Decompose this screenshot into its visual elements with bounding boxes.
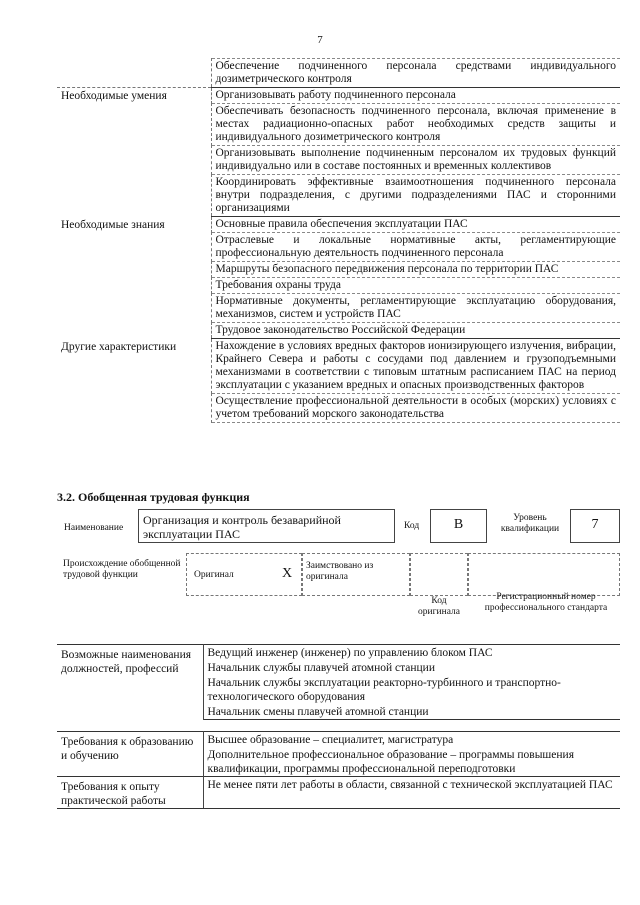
borrowed-label: Заимствовано из оригинала	[306, 561, 374, 582]
table-row	[57, 88, 620, 104]
table-row	[57, 59, 620, 88]
table-row	[57, 217, 620, 233]
list-item: Нахождение в условиях вредных факторов ионизирующего излучения, вибрации, Крайнего Севера и работы с сосудами под давлением и грузоподъемными механизмами в соответствии с типовым штатным расписанием ПАС на период эксплуатации с указанием вредных и опасных производственных факторов	[211, 339, 620, 394]
table-row	[57, 777, 620, 809]
row-label	[57, 59, 211, 88]
level-label: Уровень квалификации	[500, 513, 560, 534]
code-original-label: Код оригинала	[418, 596, 460, 617]
list-item: Осуществление профессиональной деятельности в особых (морских) условиях с учетом требований морского законодательства	[211, 394, 620, 423]
list-item: Координировать эффективные взаимоотношения подчиненного персонала внутри подразделения, с другими подразделениями ПАС и сторонними организациями	[211, 175, 620, 217]
table-row	[57, 732, 620, 748]
list-item: Требования охраны труда	[211, 278, 620, 294]
page-number: 7	[317, 34, 323, 46]
list-item: Начальник службы плавучей атомной станции	[207, 662, 435, 674]
list-item: Не менее пяти лет работы в области, связанной с технической эксплуатацией ПАС	[203, 777, 620, 809]
reg-number-cell	[468, 553, 620, 596]
list-item: Организовывать работу подчиненного персонала	[211, 88, 620, 104]
original-mark: X	[282, 566, 293, 581]
name-label: Наименование	[64, 523, 124, 533]
code-value: B	[453, 517, 464, 532]
list-item: Основные правила обеспечения эксплуатации ПАС	[211, 217, 620, 233]
experience-label: Требования к опыту практической работы	[57, 777, 203, 809]
list-item: Маршруты безопасного передвижения персонала по территории ПАС	[211, 262, 620, 278]
list-item: Обеспечение подчиненного персонала средствами индивидуального дозиметрического контроля	[211, 59, 620, 88]
code-original-cell	[410, 553, 468, 596]
origin-label: Происхождение обобщенной трудовой функции	[63, 559, 181, 580]
code-label: Код	[404, 521, 420, 531]
list-item: Отраслевые и локальные нормативные акты, регламентирующие профессиональную деятельность подчиненного персонала	[211, 233, 620, 262]
row-label-knowledge: Необходимые знания	[57, 217, 211, 339]
list-item: Ведущий инженер (инженер) по управлению блоком ПАС	[203, 645, 620, 661]
characteristics-table	[57, 58, 620, 423]
table-row	[57, 645, 620, 661]
reg-number-label: Регистрационный номер профессионального стандарта	[484, 592, 608, 613]
list-item: Начальник смены плавучей атомной станции	[203, 704, 620, 720]
list-item: Трудовое законодательство Российской Федерации	[211, 323, 620, 339]
list-item: Нормативные документы, регламентирующие эксплуатацию оборудования, механизмов, систем и устройств ПАС	[211, 294, 620, 323]
education-label: Требования к образованию и обучению	[57, 732, 203, 777]
row-label-other: Другие характеристики	[57, 339, 211, 423]
table-row	[57, 339, 620, 394]
requirements-table	[57, 731, 620, 809]
name-value: Организация и контроль безаварийной эксплуатации ПАС	[143, 513, 341, 541]
level-value: 7	[591, 517, 599, 532]
list-item: Высшее образование – специалитет, магистратура	[203, 732, 620, 748]
list-item: Дополнительное профессиональное образование – программы повышения квалификации, программы профессиональной переподготовки	[207, 749, 574, 775]
list-item: Обеспечивать безопасность подчиненного персонала, включая применение в местах радиационно-опасных работ необходимых средств защиты и индивидуального дозиметрического контроля	[211, 104, 620, 146]
list-item: Начальник службы эксплуатации реакторно-турбинного и транспортно-технологического оборудования	[207, 677, 561, 703]
row-label-skills: Необходимые умения	[57, 88, 211, 217]
list-item: Организовывать выполнение подчиненным персоналом их трудовых функций индивидуально или в составе постоянных и временных коллективов	[211, 146, 620, 175]
section-title: 3.2. Обобщенная трудовая функция	[57, 490, 250, 504]
original-label: Оригинал	[194, 570, 234, 580]
positions-table	[57, 644, 620, 720]
positions-label: Возможные наименования должностей, профессий	[57, 645, 203, 720]
